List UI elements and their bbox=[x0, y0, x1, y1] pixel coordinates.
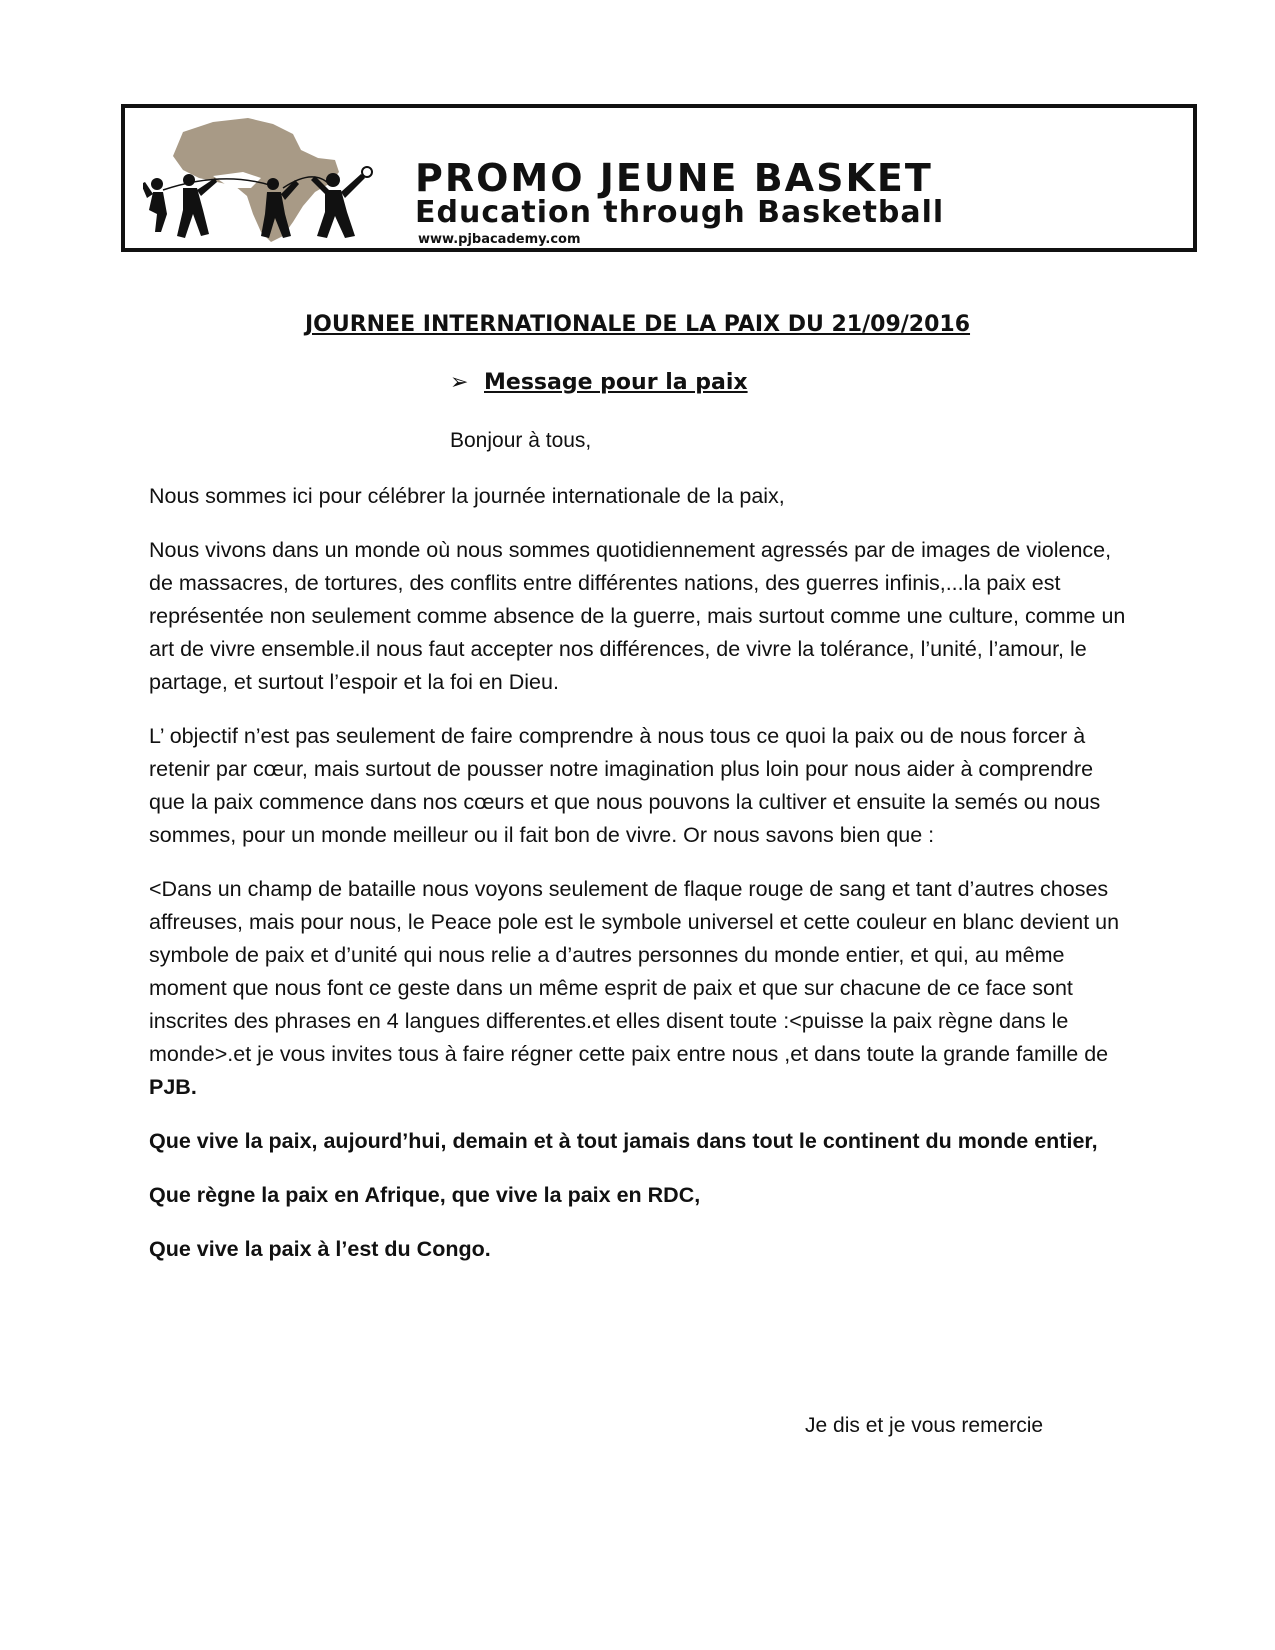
subheading bbox=[450, 370, 748, 395]
closing-line: Je dis et je vous remercie bbox=[805, 1414, 1044, 1437]
document-title: JOURNEE INTERNATIONALE DE LA PAIX DU 21/09/2016 bbox=[304, 312, 971, 337]
paragraph: Nous sommes ici pour célébrer la journée internationale de la paix, bbox=[149, 484, 785, 508]
bold-paragraph: Que vive la paix, aujourd’hui, demain et à tout jamais dans tout le continent du monde entier, bbox=[149, 1129, 1098, 1153]
header-banner bbox=[121, 104, 1197, 252]
bold-paragraph: Que vive la paix à l’est du Congo. bbox=[149, 1237, 491, 1261]
greeting: Bonjour à tous, bbox=[450, 429, 592, 452]
org-name: PROMO JEUNE BASKET bbox=[415, 156, 933, 200]
arrow-bullet-icon: ➢ bbox=[450, 370, 469, 395]
bold-paragraph: Que règne la paix en Afrique, que vive la paix en RDC, bbox=[149, 1183, 701, 1207]
document-body bbox=[149, 480, 1129, 1287]
org-abbreviation: PJB. bbox=[149, 1075, 197, 1099]
paragraph bbox=[149, 873, 1129, 1104]
paragraph-text: <Dans un champ de bataille nous voyons seulement de flaque rouge de sang et tant d’autres choses affreuses, mais pour nous, le Peace pole est le symbole universel et cette couleur en blanc devient un symbole de paix et d’unité qui nous relie a d’autres personnes du monde entier, et qui, au même moment que nous font ce geste dans un même esprit de paix et que sur chacune de ce face sont inscrites des phrases en 4 langues differentes.et elles disent toute :<puisse la paix règne dans le monde>.et je vous invites tous à faire régner cette paix entre nous ,et dans toute la grande famille de bbox=[149, 877, 1120, 1066]
paragraph: Nous vivons dans un monde où nous sommes quotidiennement agressés par de images de violence, de massacres, de tortures, des conflits entre différentes nations, des guerres infinis,...la paix est représentée non seulement comme absence de la guerre, mais surtout comme une culture, comme un art de vivre ensemble.il nous faut accepter nos différences, de vivre la tolérance, l’unité, l’amour, le partage, et surtout l’espoir et la foi en Dieu. bbox=[149, 538, 1126, 694]
org-website: www.pjbacademy.com bbox=[418, 232, 581, 247]
africa-basketball-logo bbox=[143, 114, 403, 248]
subheading-text: Message pour la paix bbox=[484, 370, 748, 395]
paragraph: L’ objectif n’est pas seulement de faire comprendre à nous tous ce quoi la paix ou de nous forcer à retenir par cœur, mais surtout de pousser notre imagination plus loin pour nous aider à comprendre que la paix commence dans nos cœurs et que nous pouvons la cultiver et ensuite la semés ou nous sommes, pour un monde meilleur ou il fait bon de vivre. Or nous savons bien que : bbox=[149, 724, 1101, 847]
org-tagline: Education through Basketball bbox=[415, 195, 945, 230]
